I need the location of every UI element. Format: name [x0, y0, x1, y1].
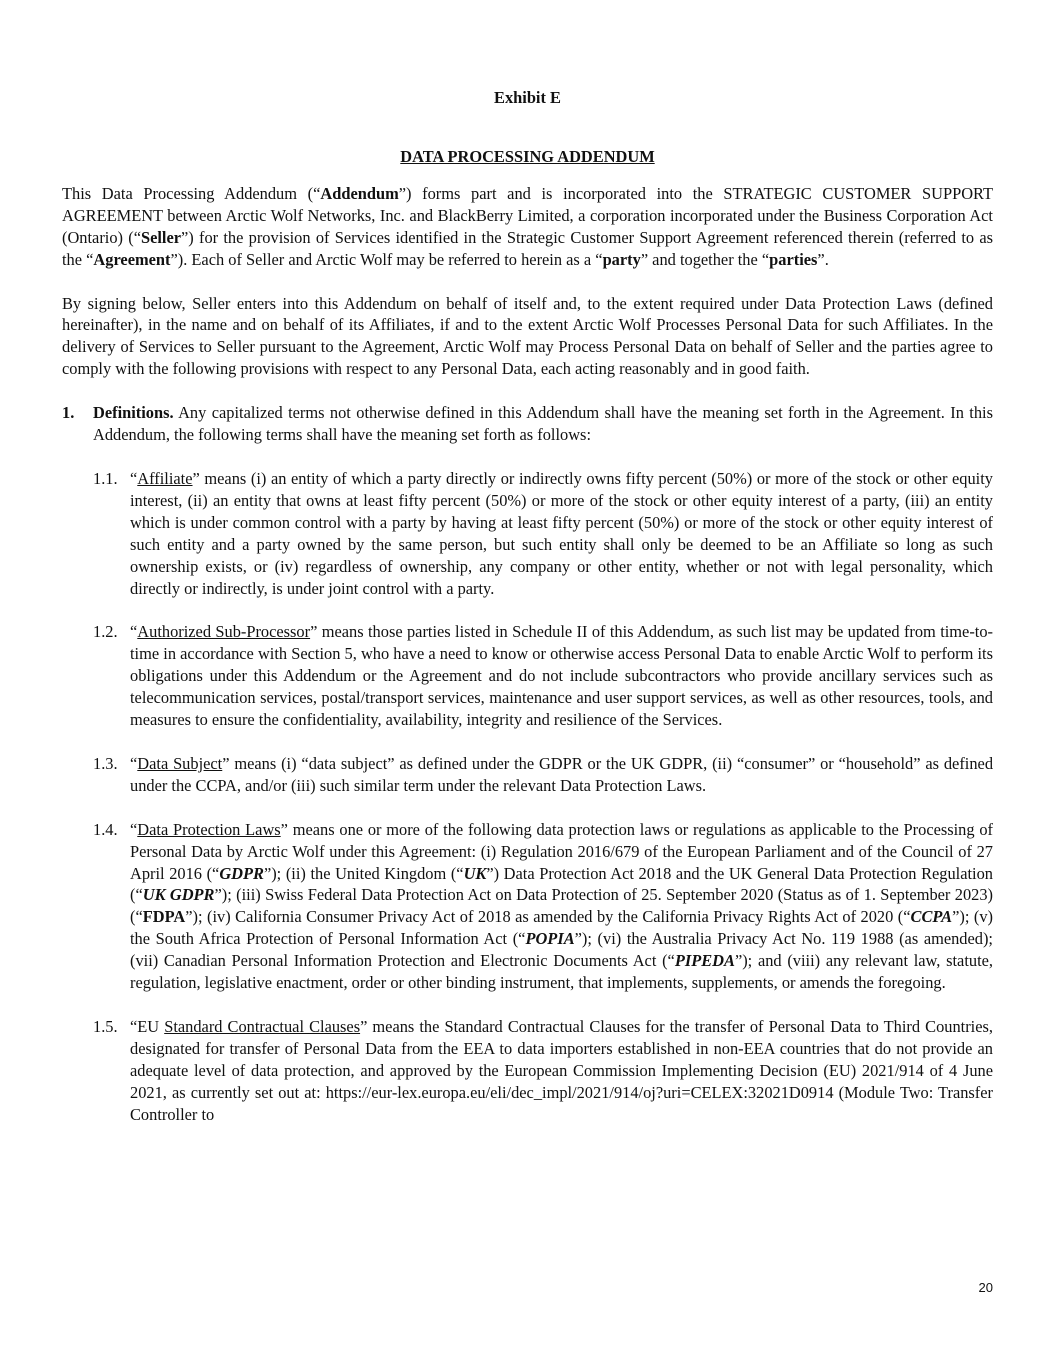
- abbr-fdpa: FDPA: [142, 907, 186, 927]
- section-heading: Definitions.: [93, 403, 174, 423]
- abbr-gdpr: GDPR: [219, 863, 264, 883]
- definition-number: 1.4.: [93, 819, 118, 839]
- page-number: 20: [978, 1280, 993, 1295]
- definition-data-protection-laws: 1.4. “Data Protection Laws” means one or more of the following data protection laws or regulations as applicable to the Processing of Personal Data by Arctic Wolf under this Agreement: (i) Regulation 2016/679 of the European Parliament and of the Council of 27 April 2016 (“GDPR”); (ii) the United Kingdom (“UK”) Data Protection Act 2018 and the UK General Data Protection Regulation (“UK GDPR”); (iii) Swiss Federal Data Protection Act on Data Protection of 25. September 2020 (Status as of 1. September 2023) (“FDPA”); (iv) California Consumer Privacy Act of 2018 as amended by the California Privacy Rights Act of 2020 (“CCPA”); (v) the South Africa Protection of Personal Information Act (“POPIA”); (vi) the Australia Privacy Act No. 119 1988 (as amended); (vii) Canadian Personal Information Protection and Electronic Documents Act (“PIPEDA”); and (viii) any relevant law, statute, regulation, legislative enactment, order or other binding instrument, that implements, supplements, or amends the foregoing.: [93, 819, 994, 993]
- defined-term-parties: parties: [769, 249, 818, 269]
- intro-paragraph-2: By signing below, Seller enters into this Addendum on behalf of itself and, to the extent required under Data Protection Laws (defined hereinafter), in the name and on behalf of its Affiliates, if and to the extent Arctic Wolf Processes Personal Data for such Affiliates. In the delivery of Services to Seller pursuant to the Agreement, Arctic Wolf may Process Personal Data on behalf of Seller and the parties agree to comply with the following provisions with respect to any Personal Data, each acting reasonably and in good faith.: [62, 293, 993, 379]
- exhibit-label: Exhibit E: [494, 88, 561, 107]
- abbr-popia: POPIA: [525, 929, 575, 949]
- section-number: 1.: [62, 403, 75, 423]
- defined-term-agreement: Agreement: [93, 249, 171, 269]
- defined-term-party: party: [602, 249, 641, 269]
- defined-term-addendum: Addendum: [320, 183, 399, 203]
- section-definitions: [62, 402, 993, 446]
- definition-number: 1.1.: [93, 468, 118, 488]
- definition-affiliate: 1.1. “Affiliate” means (i) an entity of which a party directly or indirectly owns fifty percent (50%) or more of the stock or other equity interest, (ii) an entity that owns at least fifty percent (50%) or more of the stock or other equity interest of a party, (iii) an entity which is under common control with a party by having at least fifty percent (50%) or more of the stock or other equity interest of such entity and a party owned by the same person, but such entity shall only be deemed to be an Affiliate so long as such ownership exists, or (iv) regardless of ownership, any company or other entity, whether or not with legal personality, which directly or indirectly, is under joint control with a party.: [93, 468, 993, 598]
- defined-term: Data Protection Laws: [137, 819, 281, 839]
- abbr-uk: UK: [463, 863, 487, 883]
- abbr-uk-gdpr: UK GDPR: [142, 885, 215, 905]
- intro-paragraph-1: This Data Processing Addendum (“Addendum”) forms part and is incorporated into the STRATEGIC CUSTOMER SUPPORT AGREEMENT between Arctic Wolf Networks, Inc. and BlackBerry Limited, a corporation incorporated under the Business Corporation Act (Ontario) (“Seller”) for the provision of Services identified in the Strategic Customer Support Agreement referenced therein (referred to as the “Agreement”). Each of Seller and Arctic Wolf may be referred to herein as a “party” and together the “parties”.: [62, 183, 993, 269]
- section-intro: Definitions. Any capitalized terms not otherwise defined in this Addendum shall have the meaning set forth in the Agreement. In this Addendum, the following terms shall have the meaning set forth as follows:: [93, 403, 993, 445]
- defined-term: Affiliate: [137, 468, 193, 488]
- definition-number: 1.2.: [93, 622, 118, 642]
- definition-number: 1.5.: [93, 1017, 118, 1036]
- document-page: [62, 87, 993, 1126]
- definition-number: 1.3.: [93, 753, 118, 773]
- defined-term: Authorized Sub-Processor: [137, 622, 311, 642]
- abbr-ccpa: CCPA: [910, 907, 953, 927]
- definition-eu-standard-contractual-clauses: 1.5. “EU Standard Contractual Clauses” means the Standard Contractual Clauses for the transfer of Personal Data to Third Countries, designated for transfer of Personal Data from the EEA to data importers established in non-EEA countries that do not provide an adequate level of data protection, and approved by the European Commission Implementing Decision (EU) 2021/914 of 4 June 2021, as currently set out at: https://eur-lex.europa.eu/eli/dec_impl/2021/914/oj?uri=CELEX:32021D0914 (Module Two: Transfer Controller to: [93, 1017, 993, 1124]
- definition-authorized-sub-processor: 1.2. “Authorized Sub-Processor” means those parties listed in Schedule II of this Addendum, as such list may be updated from time-to-time in accordance with Section 5, who have a need to know or otherwise access Personal Data to enable Arctic Wolf to perform its obligations under this Addendum or the Agreement and do not include subcontractors who provide ancillary services such as telecommunication services, postal/transport services, maintenance and user support services, as well as other resources, tools, and measures to ensure the confidentiality, availability, integrity and resilience of the Services.: [93, 622, 993, 730]
- abbr-pipeda: PIPEDA: [674, 951, 735, 971]
- document-title: DATA PROCESSING ADDENDUM: [400, 147, 655, 166]
- definition-data-subject: 1.3. “Data Subject” means (i) “data subject” as defined under the GDPR or the UK GDPR, (ii) “consumer” or “household” as defined under the CCPA, and/or (iii) such similar term under the relevant Data Protection Laws.: [93, 753, 994, 795]
- defined-term-seller: Seller: [140, 227, 182, 247]
- defined-term: Standard Contractual Clauses: [164, 1017, 361, 1036]
- defined-term: Data Subject: [137, 753, 223, 773]
